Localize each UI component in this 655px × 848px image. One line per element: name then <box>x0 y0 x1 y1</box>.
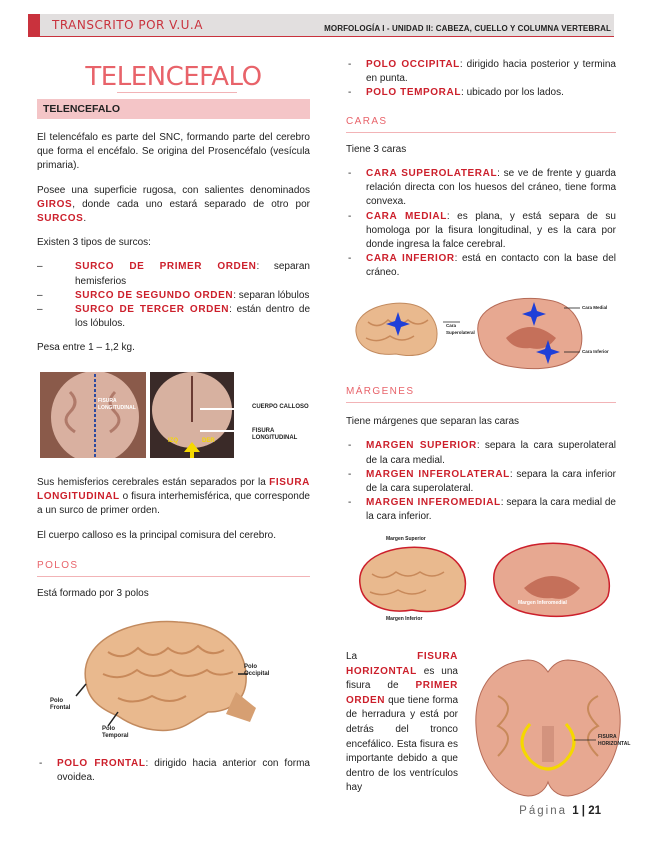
term: CARA INFERIOR <box>366 253 455 265</box>
caras-intro: Tiene 3 caras <box>346 143 407 155</box>
term-giros: GIROS <box>37 198 73 210</box>
fisura-horizontal-paragraph <box>346 650 458 796</box>
term: MARGEN INFEROLATERAL <box>366 468 510 480</box>
text: : dirigido hacia posterior y termina en punta. <box>366 59 616 85</box>
page-total: 21 <box>588 805 601 817</box>
text: es una fisura de <box>346 665 458 692</box>
term: MARGEN INFEROMEDIAL <box>366 497 501 509</box>
polo-frontal-label: Polo Frontal <box>50 698 71 711</box>
left-column <box>37 58 310 356</box>
term: POLO TEMPORAL <box>366 87 462 99</box>
cara-superolateral-label: Cara Superolateral <box>446 323 475 335</box>
term-fisura-horizontal: FISURA HORIZONTAL <box>346 651 458 677</box>
page-title: TELENCEFALO <box>85 62 262 92</box>
margenes-intro: Tiene márgenes que separan las caras <box>346 416 520 428</box>
brain-inferior-figure <box>468 656 631 798</box>
left-column-lower <box>37 476 310 601</box>
list-item <box>346 58 616 86</box>
list-item <box>346 439 616 467</box>
surcos-intro: Existen 3 tipos de surcos: <box>37 237 151 249</box>
term: POLO FRONTAL <box>57 758 146 769</box>
section-heading: TELENCEFALO <box>37 99 310 119</box>
cara-medial-label: Cara Medial <box>582 305 608 310</box>
brain-inferior-illustration <box>468 656 628 798</box>
fig1-pointers <box>200 398 252 438</box>
margenes-list <box>346 439 616 524</box>
text: : separa la cara medial de la cara inferior. <box>366 497 616 523</box>
polos-heading: POLOS <box>37 559 310 577</box>
polo-frontal-block <box>37 757 310 785</box>
fisura-label: FISURA LONGITUDINAL <box>98 398 136 411</box>
text: que tiene forma de herradura y está por detrás del tronco encefálico. Esta fisura es importante debido a que dentro de los ventrículos hay <box>346 694 458 794</box>
polos-intro: Está formado por 3 polos <box>37 588 149 600</box>
text: : separa la cara superolateral de la cara medial. <box>366 440 616 466</box>
polos-list-left <box>37 757 310 785</box>
margen-superior-label: Margen Superior <box>386 536 426 542</box>
surcos-list <box>37 260 310 331</box>
text: o fisura interhemisférica, que corresponde a un surco de primer orden. <box>37 491 310 517</box>
term: CARA SUPEROLATERAL <box>366 168 498 180</box>
giros-paragraph <box>37 184 310 227</box>
text: : separa la cara inferior de la cara superolateral. <box>366 468 616 495</box>
term: SURCO DE SEGUNDO ORDEN <box>75 289 234 301</box>
list-item <box>37 260 310 288</box>
fisura-horizontal-block <box>346 650 458 796</box>
brain-photo-illustration <box>40 372 146 458</box>
peso-text: Pesa entre 1 – 1,2 kg. <box>37 342 135 354</box>
polo-occipital-label: Polo Occipital <box>244 664 270 677</box>
term: POLO OCCIPITAL <box>366 59 460 70</box>
list-item <box>346 210 616 253</box>
term-surcos: SURCOS <box>37 213 84 225</box>
header-course: MORFOLOGÍA I - UNIDAD II: CABEZA, CUELLO Y COLUMNA VERTEBRAL <box>324 24 611 33</box>
cara-inferior-label: Cara Inferior <box>582 349 609 354</box>
text: : está en contacto con la base del cráneo. <box>366 253 616 279</box>
cuerpo-calloso-label: CUERPO CALLOSO <box>252 404 309 410</box>
term: SURCO DE PRIMER ORDEN <box>75 261 257 273</box>
list-item <box>37 303 310 331</box>
text: , donde cada uno estará separado de otro por <box>72 198 310 210</box>
term: MARGEN SUPERIOR <box>366 440 477 452</box>
margenes-heading: MÁRGENES <box>346 385 616 403</box>
brain-photo-top-view <box>40 372 146 458</box>
text: : se ve de frente y guarda relación directa con los huesos del cráneo, tiene forma convexa. <box>366 168 616 208</box>
margen-inferomedial-label: Margen Inferomedial <box>518 600 567 606</box>
list-item <box>346 496 616 524</box>
text: : dirigido hacia anterior con forma ovoidea. <box>57 758 310 784</box>
margen-inferior-label: Margen Inferior <box>386 616 423 622</box>
list-item <box>37 289 310 303</box>
term-fisura-longitudinal: FISURA LONGITUDINAL <box>37 477 310 503</box>
footer-label: Página <box>519 805 567 817</box>
caras-list <box>346 167 616 281</box>
hemisferios-paragraph <box>37 476 310 519</box>
text: Sus hemisferios cerebrales están separados por la <box>37 477 270 488</box>
term-primer-orden: PRIMER ORDEN <box>346 680 458 706</box>
brain-polos-figure <box>48 612 288 742</box>
text: Posee una superficie rugosa, con salientes denominados <box>37 184 310 196</box>
page-separator: | <box>578 805 589 817</box>
right-column <box>346 58 616 281</box>
title-underline <box>117 92 237 93</box>
izq-label: IZQ <box>168 438 178 444</box>
term: CARA MEDIAL <box>366 210 447 222</box>
polo-temporal-label: Polo Temporal <box>102 726 129 739</box>
header-accent <box>28 14 40 36</box>
term: SURCO DE TERCER ORDEN <box>75 304 230 316</box>
polos-list-right <box>346 58 616 101</box>
brain-margenes-illustration <box>352 534 622 626</box>
brain-margenes-figure <box>352 534 622 626</box>
text: : separan hemisferios <box>75 261 310 287</box>
brain-caras-figure <box>348 292 620 374</box>
text: : están dentro de los lóbulos. <box>75 304 310 330</box>
list-item <box>346 252 616 280</box>
text: : separan lóbulos <box>233 289 310 301</box>
intro-paragraph: El telencéfalo es parte del SNC, formando parte del cerebro que forma el encéfalo. Se origina del Prosencéfalo (vesícula primaria). <box>37 132 310 172</box>
fisura-longitudinal-label: FISURA LONGITUDINAL <box>252 428 298 441</box>
brain-caras-illustration <box>348 292 620 374</box>
list-item <box>346 468 616 496</box>
list-item <box>346 167 616 210</box>
der-label: DER <box>202 438 215 444</box>
text: : es plana, y está separa de su homologa por la fisura longitudinal, y es la cara por donde ingresa la falce cerebral. <box>366 210 616 251</box>
margenes-block <box>346 385 616 525</box>
header-author: TRANSCRITO POR V.U.A <box>52 18 203 32</box>
cuerpo-calloso-paragraph: El cuerpo calloso es la principal comisura del cerebro. <box>37 529 277 541</box>
page-number: 1 <box>572 805 579 817</box>
fisura-horizontal-label: FISURA HORIZONTAL <box>598 734 631 747</box>
text: . <box>83 213 87 225</box>
page-footer <box>519 804 601 818</box>
list-item <box>346 86 616 100</box>
caras-heading: CARAS <box>346 115 616 133</box>
text: : ubicado por los lados. <box>461 87 564 99</box>
text: La <box>346 651 418 662</box>
list-item <box>37 757 310 785</box>
